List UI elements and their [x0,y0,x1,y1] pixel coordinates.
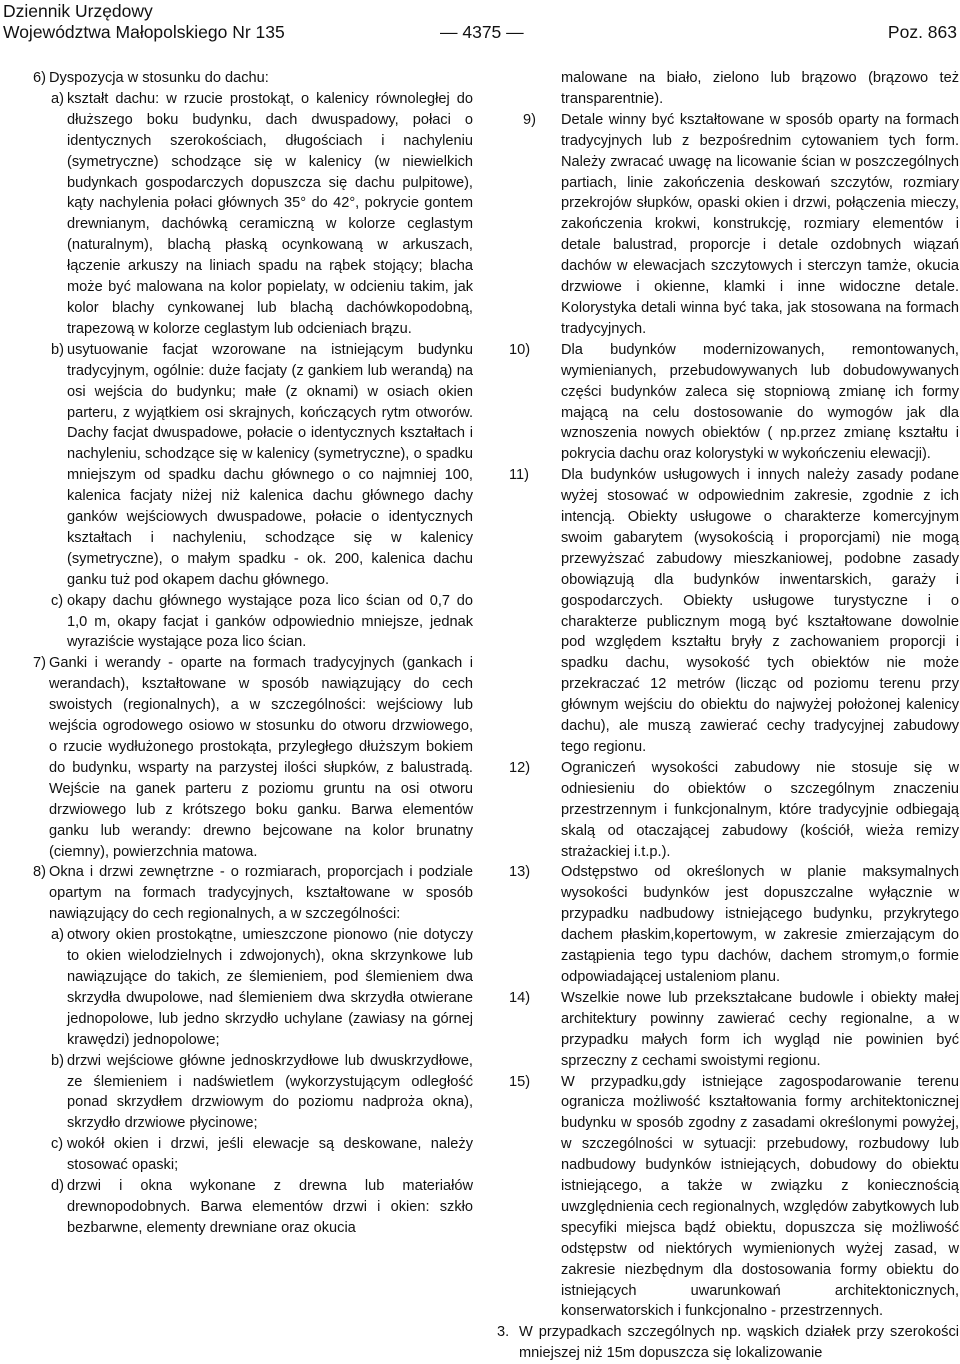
list-item-8d [33,1176,473,1239]
item-text: okapy dachu głównego wystające poza lico ścian od 0,7 do 1,0 m, okapy facjat i ganków odpowiednio mniejsze, jednak wyraziście wystające poza lico ścian. [67,592,473,651]
right-column [497,68,959,1364]
item-text: Wszelkie nowe lub przekształcane budowle i obiekty małej architektury powinny zawierać cechy regionalne, a w przypadku małych form ich wygląd nie powinien być sprzeczny z cechami swoistymi regionu. [561,989,959,1069]
item-text: W przypadkach szczególnych np. wąskich działek przy szerokości mniejszej niż 15m dopuszcza się lokalizowanie [519,1324,959,1362]
list-item-8c [33,1134,473,1176]
list-item-9 [509,110,959,340]
item-label: 13) [509,864,531,881]
list-item-8 [33,862,473,925]
item-text: drzwi i okna wykonane z drewna lub materiałów drewnopodobnych. Barwa elementów drzwi i okien: szkło bezbarwne, elementy drewniane oraz okucia [67,1178,473,1236]
item-text: Dyspozycja w stosunku do dachu: [49,70,269,86]
item-text: Dla budynków modernizowanych, remontowanych, wymienianych, przebudowywanych lub dobudowywanych części budynków zaleca się stopniową zmianę ich formy mającą na celu dostosowanie do wymogów jak dla wznoszenia nowych obiektów ( np.przez zmianę kształtu i pokrycia dachu oraz kolorystyki w wykończeniu elewacji). [561,341,959,463]
list-item-6a [33,89,473,340]
list-item-10 [509,340,959,465]
item-label: 9) [523,111,536,128]
list-item-11 [509,465,959,758]
item-label: c) [51,592,64,609]
item-text: kształt dachu: w rzucie prostokąt, o kalenicy równoległej do dłuższego boku budynku, dach dwuspadowy, połaci o identycznych szerokościach, długościach i nachyleniu (symetryczne) schodzące się w kalenicy (w niewielkich budynkach gospodarczych dopuszcza się dachu pulpitowe), kąty nachylenia połaci głównych 35° do 42°, pokrycie gontem drewnianym, dachówką ceramiczną w kolorze ceglastym (naturalnym), blachą płaską ocynkowaną w arkuszach, łączenie arkuszy na liniach spadu na rąbek stojący; blacha może być malowana na kolor popielaty, w odcieniu takim, jak kolor blachy cynkowanej lub blachą dachówkopodobną, trapezową w kolorze ceglastym lub odcieniach brązu. [67,90,473,337]
item-text: usytuowanie facjat wzorowane na istniejącym budynku tradycyjnym, ogólnie: duże facjaty (z gankiem lub werandą) na osi wejścia do budynku; małe (z oknami) w osiach okien parteru, z wyjątkiem osi skrajnych, kończących rytm otworów. Dachy facjat dwuspadowe, połacie o identycznych kształtach i nachyleniu, schodzące się w kalenicy (symetryczne), o spadku mniejszym od spadku dachu głównego o co najmniej 100, kalenica facjaty niżej niż kalenica dachu głównego dachy ganków wejściowych dwuspadowe, połacie o identycznych kształtach i nachyleniu, schodzące się w kalenicy (symetryczne), o małym spadku - ok. 200, kalenica dachu ganku tuż pod okapem dachu głównego. [67,341,473,588]
page-number: — 4375 — [440,22,524,42]
list-item-3 [497,1322,959,1364]
list-item-8a [33,925,473,1050]
item-text: W przypadku,gdy istniejące zagospodarowanie terenu ogranicza możliwość kształtowania formy architektonicznej budynku w sposób zgodny z zasadami określonymi powyżej, w szczególności w sytuacji: przebudowy, rozbudowy lub nadbudowy budynków istniejących, dobudowy do obiektu istniejącego, a także w związku z koniecznością uwzględnienia cech regionalnych, względów zabytkowych lub specyfiki miejsca bądź obiektu, dopuszcza się możliwość odstępstw od niektórych wymienionych wyżej zasad, w zakresie niezbędnym dla dostosowania formy obiektu do istniejących uwarunkowań architektonicznych, konserwatorskich i funkcjonalno - przestrzennych. [561,1073,959,1320]
page-header [0,0,960,48]
item-label: d) [51,1178,64,1195]
item-label: a) [51,90,64,107]
list-item-6 [33,68,473,89]
item-label: 12) [509,759,531,776]
item-text: drzwi wejściowe główne jednoskrzydłowe lub dwuskrzydłowe, ze ślemieniem i nadświetlem (wykorzystującym odległość ponad skrzydłem drzwiowym do poziomu nadproża okna), skrzydło drzwiowe płycinowe; [67,1052,473,1132]
item-text: otwory okien prostokątne, umieszczone pionowo (nie dotyczy to okien wielodzielnych i zdwojonych), okna skrzynkowe lub nawiązujące do takich, ze ślemieniem, pod ślemieniem dwa skrzydła dwupolowe, nad ślemieniem dwa skrzydła otwierane jednopolowe, lub jedno skrzydło uchylane (zawiasy na górnej krawędzi) jednopolowe; [67,927,473,1048]
item-text: Detale winny być kształtowane w sposób oparty na formach tradycyjnych lub z bezpośrednim cytowaniem tych form. Należy zwracać uwagę na licowanie ścian w poszczególnych partiach, linie zakończenia deskowań szczytów, rozmiary przekrojów słupków, opaski okien i drzwi, połączenia mieczy, zakończenia krokwi, konstrukcję, rozmiary elementów i detale balustrad, proporcje i detale ozdobnych wiązań dachów w elewacjach szczytowych i sterczyn tamże, okucia drzwiowe i okienne, klamki i inne widoczne detale. Kolorystyka detali winna być taka, jak stosowana na formach tradycyjnych. [561,111,959,337]
list-item-6b [33,340,473,591]
item-label: c) [51,1136,64,1153]
item-label: b) [51,341,64,358]
journal-name: Dziennik Urzędowy [3,1,153,21]
item-label: 7) [33,655,46,672]
item-text: wokół okien i drzwi, jeśli elewacje są deskowane, należy stosować opaski; [67,1136,473,1174]
list-item-8b [33,1051,473,1135]
item-text: Ograniczeń wysokości zabudowy nie stosuje się w odniesieniu do obiektów o szczególnym znaczeniu przestrzennym i funkcjonalnym, które tradycyjnie odbiegają skalą od otaczającej zabudowy (kościół, wieża remizy strażackiej i.t.p.). [561,759,959,860]
list-item-7 [33,653,473,862]
item-label: b) [51,1052,64,1069]
item-label: 6) [33,70,46,86]
item-text: Ganki i werandy - oparte na formach tradycyjnych (gankach i werandach), kształtowane w sposób nawiązujący do cech swoistych (regionalnych), a w szczególności: wejściowy lub wejścia ogrodowego osiowo w stosunku do otworu drzwiowego, o rzucie wydłużonego prostokąta, przyległego dłuższym bokiem do budynku, wsparty na parzystej ilości słupków, z balustradą. Wejście na ganek parteru z poziomu gruntu na osi otworu drzwiowego lub z krótszego boku ganku. Barwa elementów ganku lub werandy: drewno bejcowane na kolor brunatny (ciemny), powierzchnia matowa. [49,655,473,860]
list-item-6c [33,591,473,654]
list-item-12 [509,758,959,863]
item-label: a) [51,927,64,944]
item-label: 3. [497,1324,510,1341]
list-item-13 [509,862,959,987]
left-column [33,68,473,1239]
item-text: Dla budynków usługowych i innych należy zasady podane wyżej stosować w odpowiednim zakresie, zgodnie z ich intencją. Obiekty usługowe o charakterze komercyjnym swoim gabarytem (wysokością i proporcjami) nie mogą przewyższać zabudowy mieszkaniowej, podobne zasady obowiązują dla budynków inwentarskich, garaży i gospodarczych. Obiekty usługowe turystyczne i o charakterze publicznym mogą być kształtowane dowolnie pod względem kształtu bryły z zachowaniem proporcji i spadku dachu, wysokość tych obiektów nie może przekraczać 12 metrów (licząc od poziomu terenu przy głównym wejściu do obiektu do najwyżej położonej kalenicy dachu), ale muszą zawierać cechy tradycyjnej zabudowy tego regionu. [561,467,959,755]
position-number: Poz. 863 [887,22,957,42]
item-text: Odstępstwo od określonych w planie maksymalnych wysokości budynków jest dopuszczalne wyłącznie w przypadku nadbudowy istniejącego budynku, przykrytego dachem płaskim,kopertowym, w zakresie zmierzającym do zastąpienia tego typu dachów, dachem stromym,o formie odpowiadającej ustaleniom planu. [561,864,959,985]
item-label: 10) [509,341,531,358]
item-label: 15) [509,1073,531,1090]
continued-paragraph: malowane na biało, zielono lub brązowo (brązowo też transparentnie). [561,70,959,107]
list-item-14 [509,988,959,1072]
item-label: 11) [509,467,530,484]
list-item-15 [509,1072,959,1323]
journal-issue: Województwa Małopolskiego Nr 135 [3,22,285,42]
journal-title [3,1,285,43]
item-label: 8) [33,864,46,881]
item-label: 14) [509,989,531,1006]
item-text: Okna i drzwi zewnętrzne - o rozmiarach, proporcjach i podziale opartym na formach tradycyjnych, kształtowane w sposób nawiązujący do cech regionalnych, a w szczególności: [49,864,473,923]
